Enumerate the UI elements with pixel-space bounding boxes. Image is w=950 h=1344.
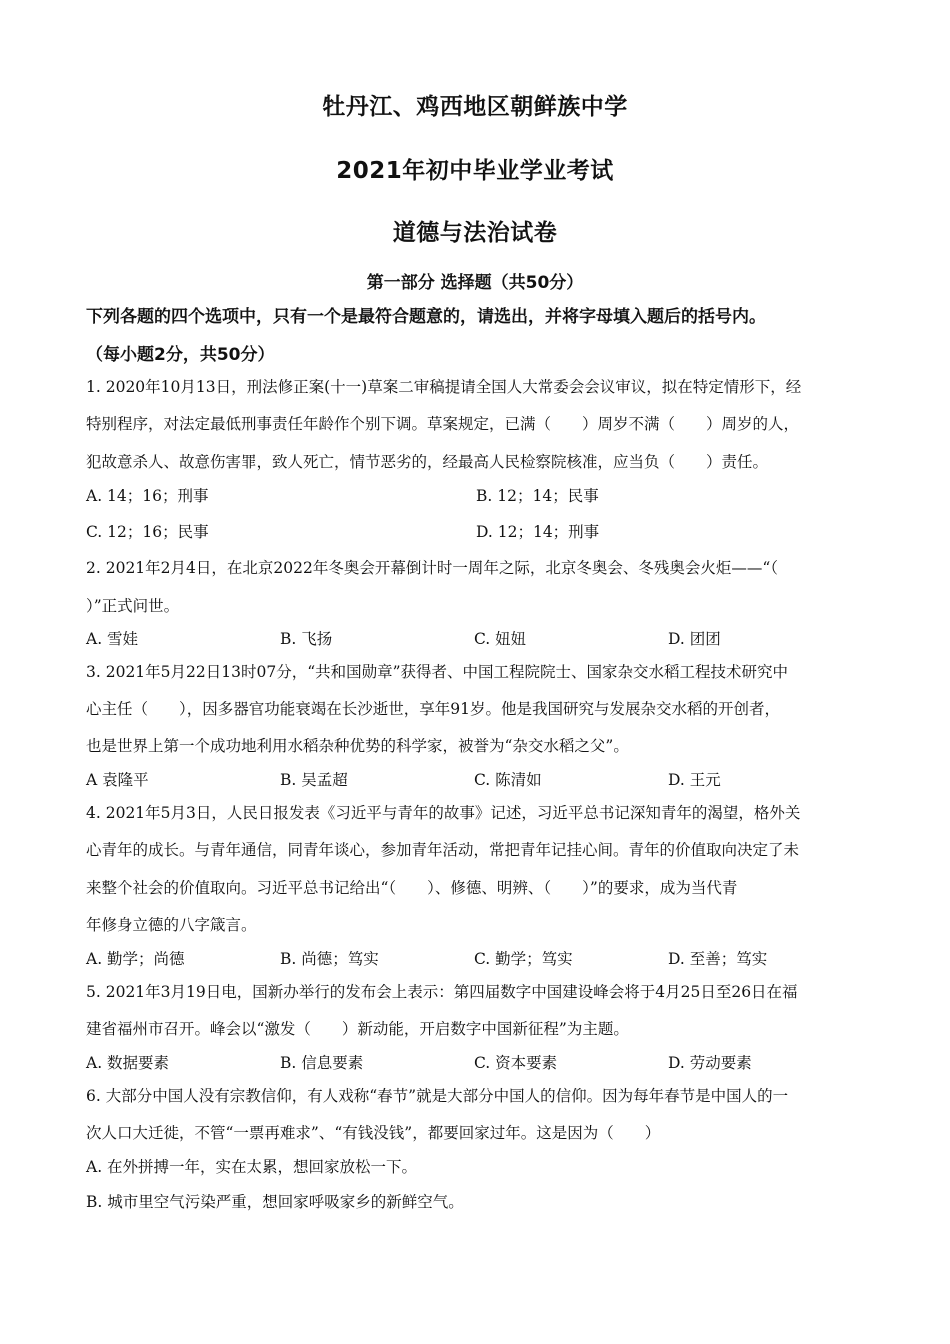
question-1-line-3: 犯故意杀人、故意伤害罪，致人死亡，情节恶劣的，经最高人民检察院核准，应当负（ ）责任。 [86, 453, 769, 471]
question-6-line-1: 6. 大部分中国人没有宗教信仰，有人戏称“春节”就是大部分中国人的信仰。因为每年春节是中国人的一 [86, 1087, 789, 1105]
question-5-option-c: C. 资本要素 [474, 1054, 558, 1072]
question-6-line-2: 次人口大迁徙，不管“一票再难求”、“有钱没钱”，都要回家过年。这是因为（ ） [86, 1124, 661, 1142]
question-3-line-2: 心主任（ ），因多器官功能衰竭在长沙逝世，享年91岁。他是我国研究与发展杂交水稻的开创者， [86, 700, 780, 718]
question-1-option-b: B. 12；14；民事 [476, 487, 599, 505]
section-heading: 第一部分 选择题（共50分） [366, 273, 584, 293]
question-1-option-d: D. 12；14；刑事 [476, 523, 600, 541]
question-3-option-d: D. 王元 [668, 771, 721, 789]
instructions: 下列各题的四个选项中，只有一个是最符合题意的，请选出，并将字母填入题后的括号内。 [86, 307, 766, 327]
exam-year-title: 2021年初中毕业学业考试 [336, 158, 614, 184]
question-4-line-1: 4. 2021年5月3日，人民日报发表《习近平与青年的故事》记述，习近平总书记深知青年的渴望，格外关 [86, 804, 801, 822]
question-6-option-b: B. 城市里空气污染严重，想回家呼吸家乡的新鲜空气。 [86, 1193, 464, 1211]
question-3-option-b: B. 吴孟超 [280, 771, 348, 789]
question-1-option-c: C. 12；16；民事 [86, 523, 209, 541]
question-3-line-3: 也是世界上第一个成功地利用水稻杂种优势的科学家，被誉为“杂交水稻之父”。 [86, 737, 629, 755]
exam-school-title: 牡丹江、鸡西地区朝鲜族中学 [322, 94, 628, 120]
question-1-option-a: A. 14；16；刑事 [86, 487, 209, 505]
question-3-line-1: 3. 2021年5月22日13时07分，“共和国勋章”获得者、中国工程院院士、国家杂交水稻工程技术研究中 [86, 663, 789, 681]
score-note: （每小题2分，共50分） [86, 345, 275, 365]
question-3-option-a: A 袁隆平 [86, 771, 149, 789]
question-2-line-1: 2. 2021年2月4日，在北京2022年冬奥会开幕倒计时一周年之际，北京冬奥会、冬残奥会火炬——“（ [86, 559, 779, 577]
question-4-option-c: C. 勤学；笃实 [474, 950, 573, 968]
question-5-option-a: A. 数据要素 [86, 1054, 170, 1072]
question-4-option-b: B. 尚德；笃实 [280, 950, 379, 968]
question-1-line-1: 1. 2020年10月13日，刑法修正案(十一)草案二审稿提请全国人大常委会会议审议，拟在特定情形下，经 [86, 378, 802, 396]
question-4-line-2: 心青年的成长。与青年通信，同青年谈心，参加青年活动，常把青年记挂心间。青年的价值取向决定了未 [86, 841, 800, 859]
question-4-line-4: 年修身立德的八字箴言。 [86, 916, 257, 934]
question-4-option-d: D. 至善；笃实 [668, 950, 768, 968]
question-2-option-d: D. 团团 [668, 630, 721, 648]
question-5-option-b: B. 信息要素 [280, 1054, 364, 1072]
question-4-line-3: 来整个社会的价值取向。习近平总书记给出“（ ）、修德、明辨、（ ）”的要求，成为当代青 [86, 879, 738, 897]
question-2-option-b: B. 飞扬 [280, 630, 333, 648]
question-2-option-c: C. 妞妞 [474, 630, 527, 648]
question-5-option-d: D. 劳动要素 [668, 1054, 752, 1072]
question-3-option-c: C. 陈清如 [474, 771, 542, 789]
question-4-option-a: A. 勤学；尚德 [86, 950, 185, 968]
question-5-line-1: 5. 2021年3月19日电，国新办举行的发布会上表示：第四届数字中国建设峰会将于4月25日至26日在福 [86, 983, 798, 1001]
exam-subject-title: 道德与法治试卷 [392, 220, 558, 246]
question-2-line-2: ）”正式问世。 [86, 597, 180, 615]
question-1-line-2: 特别程序，对法定最低刑事责任年龄作个别下调。草案规定，已满（ ）周岁不满（ ）周岁的人， [86, 415, 800, 433]
question-5-line-2: 建省福州市召开。峰会以“激发（ ）新动能，开启数字中国新征程”为主题。 [86, 1020, 629, 1038]
question-2-option-a: A. 雪娃 [86, 630, 139, 648]
question-6-option-a: A. 在外拼搏一年，实在太累，想回家放松一下。 [86, 1158, 418, 1176]
